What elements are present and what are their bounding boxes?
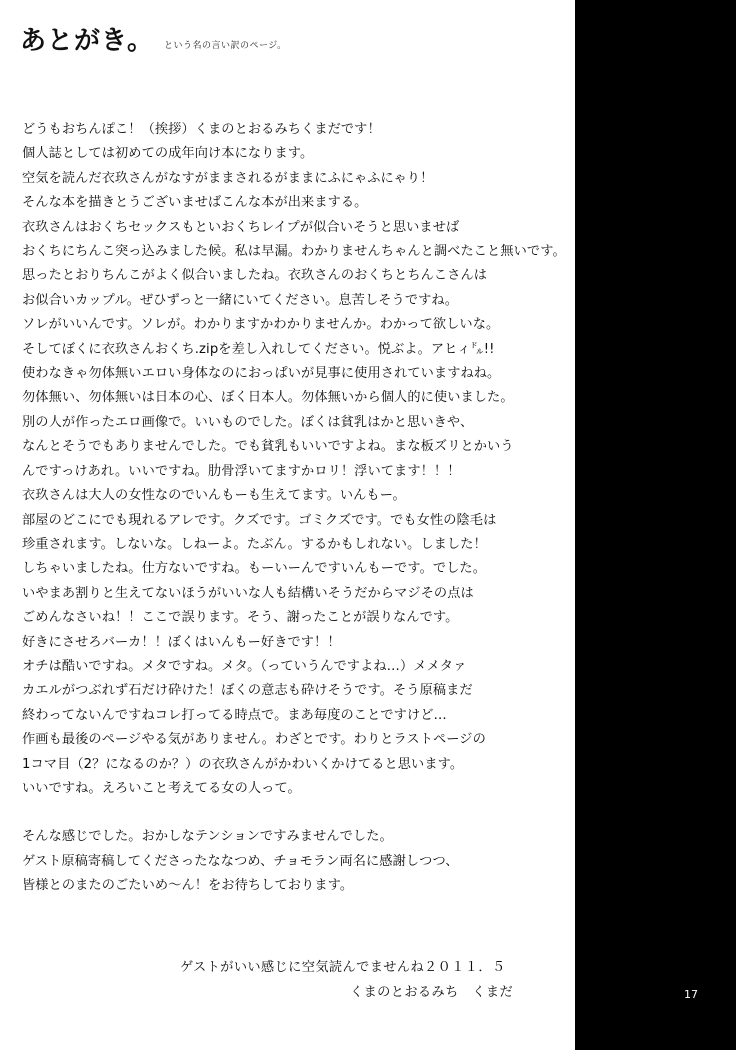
body-line: 個人誌としては初めての成年向け本になります。 [22,146,314,162]
body-line: 衣玖さんは大人の女性なのでいんもーも生えてます。いんもー。 [22,488,406,504]
afterword-body [22,118,566,899]
body-line: カエルがつぶれず石だけ砕けた！ぼくの意志も砕けそうです。そう原稿まだ [22,683,473,699]
body-line: ごめんなさいね！！ここで誤ります。そう、謝ったことが誤りなんです。 [22,610,459,626]
body-line: 勿体無い、勿体無いは日本の心、ぼく日本人。勿体無いから個人的に使いました。 [22,390,514,406]
body-line: しちゃいましたね。仕方ないですね。もーいーんですいんもーです。でした。 [22,561,487,577]
body-line: ソレがいいんです。ソレが。わかりますかわかりませんか。わかって欲しいな。 [22,317,500,333]
body-line: 好きにさせろバーカ！！ぼくはいんもー好きです！！ [22,634,341,650]
body-line: そんな本を描きとうございませばこんな本が出来まする。 [22,195,368,211]
body-line: 皆様とのまたのごたいめ〜ん！をお待ちしております。 [22,878,354,894]
body-line: お似合いカップル。ぜひずっと一緒にいてください。息苦しそうですね。 [22,292,458,308]
body-line: 空気を読んだ衣玖さんがなすがままされるがままにふにゃふにゃり！ [22,170,434,186]
page-number: 17 [684,988,698,1001]
body-line: 部屋のどこにでも現れるアレです。クズです。ゴミクズです。でも女性の陰毛は [22,512,497,528]
body-line: 衣玖さんはおくちセックスもといおくちレイプが似合いそうと思いませば [22,219,460,235]
body-line: ゲスト原稿寄稿してくださったななつめ、チョモラン両名に感謝しつつ、 [22,853,459,869]
body-line: 使わなきゃ勿体無いエロい身体なのにおっぱいが見事に使用されていますねね。 [22,366,501,382]
body-line: 珍重されます。しないな。しねーよ。たぶん。するかもしれない。しました！ [22,536,487,552]
page-title: あとがき。 [20,26,154,56]
body-line: なんとそうでもありませんでした。でも貧乳もいいですよね。まな板ズリとかいう [22,439,514,455]
closing-line: くまのとおるみち くまだ [350,985,514,1000]
body-line: オチは酷いですね。メタですね。メタ。（っていうんですよね…）メメタァ [22,658,467,674]
page-subtitle: という名の言い訳のページ。 [163,41,287,51]
afterword-closing [180,955,560,1005]
body-line: 終わってないんですねコレ打ってる時点で。まあ毎度のことですけど… [22,707,447,723]
body-line: 1コマ目（2？になるのか？）の衣玖さんがかわいくかけてると思います。 [22,756,464,772]
body-line: 思ったとおりちんこがよく似合いましたね。衣玖さんのおくちとちんこさんは [22,268,488,284]
body-line: いやまあ割りと生えてないほうがいいな人も結構いそうだからマジその点は [22,585,474,601]
body-line: そんな感じでした。おかしなテンションですみませんでした。 [22,829,393,845]
body-line [22,801,562,825]
body-line: 別の人が作ったエロ画像で。いいものでした。ぼくは貧乳はかと思いきや、 [22,414,474,430]
body-line: 作画も最後のページやる気がありません。わざとです。わりとラストページの [22,732,486,748]
body-line: おくちにちんこ突っ込みました候。私は早漏。わかりませんちゃんと調べたこと無いです。 [22,244,566,260]
body-line: そしてぼくに衣玖さんおくち.zipを差し入れしてください。悦ぶよ。アヒィ㌦!! [22,341,495,357]
afterword-heading [20,28,287,54]
body-line: んですっけあれ。いいですね。肋骨浮いてますかロリ！浮いてます！！！ [22,463,461,479]
body-line: どうもおちんぽこ！（挨拶）くまのとおるみちくまだです！ [22,122,381,137]
closing-line: ゲストがいい感じに空気読んでませんね２０１１．５ [180,960,506,975]
body-line: いいですね。えろいこと考えてる女の人って。 [22,780,301,796]
page-gutter [575,0,736,1050]
